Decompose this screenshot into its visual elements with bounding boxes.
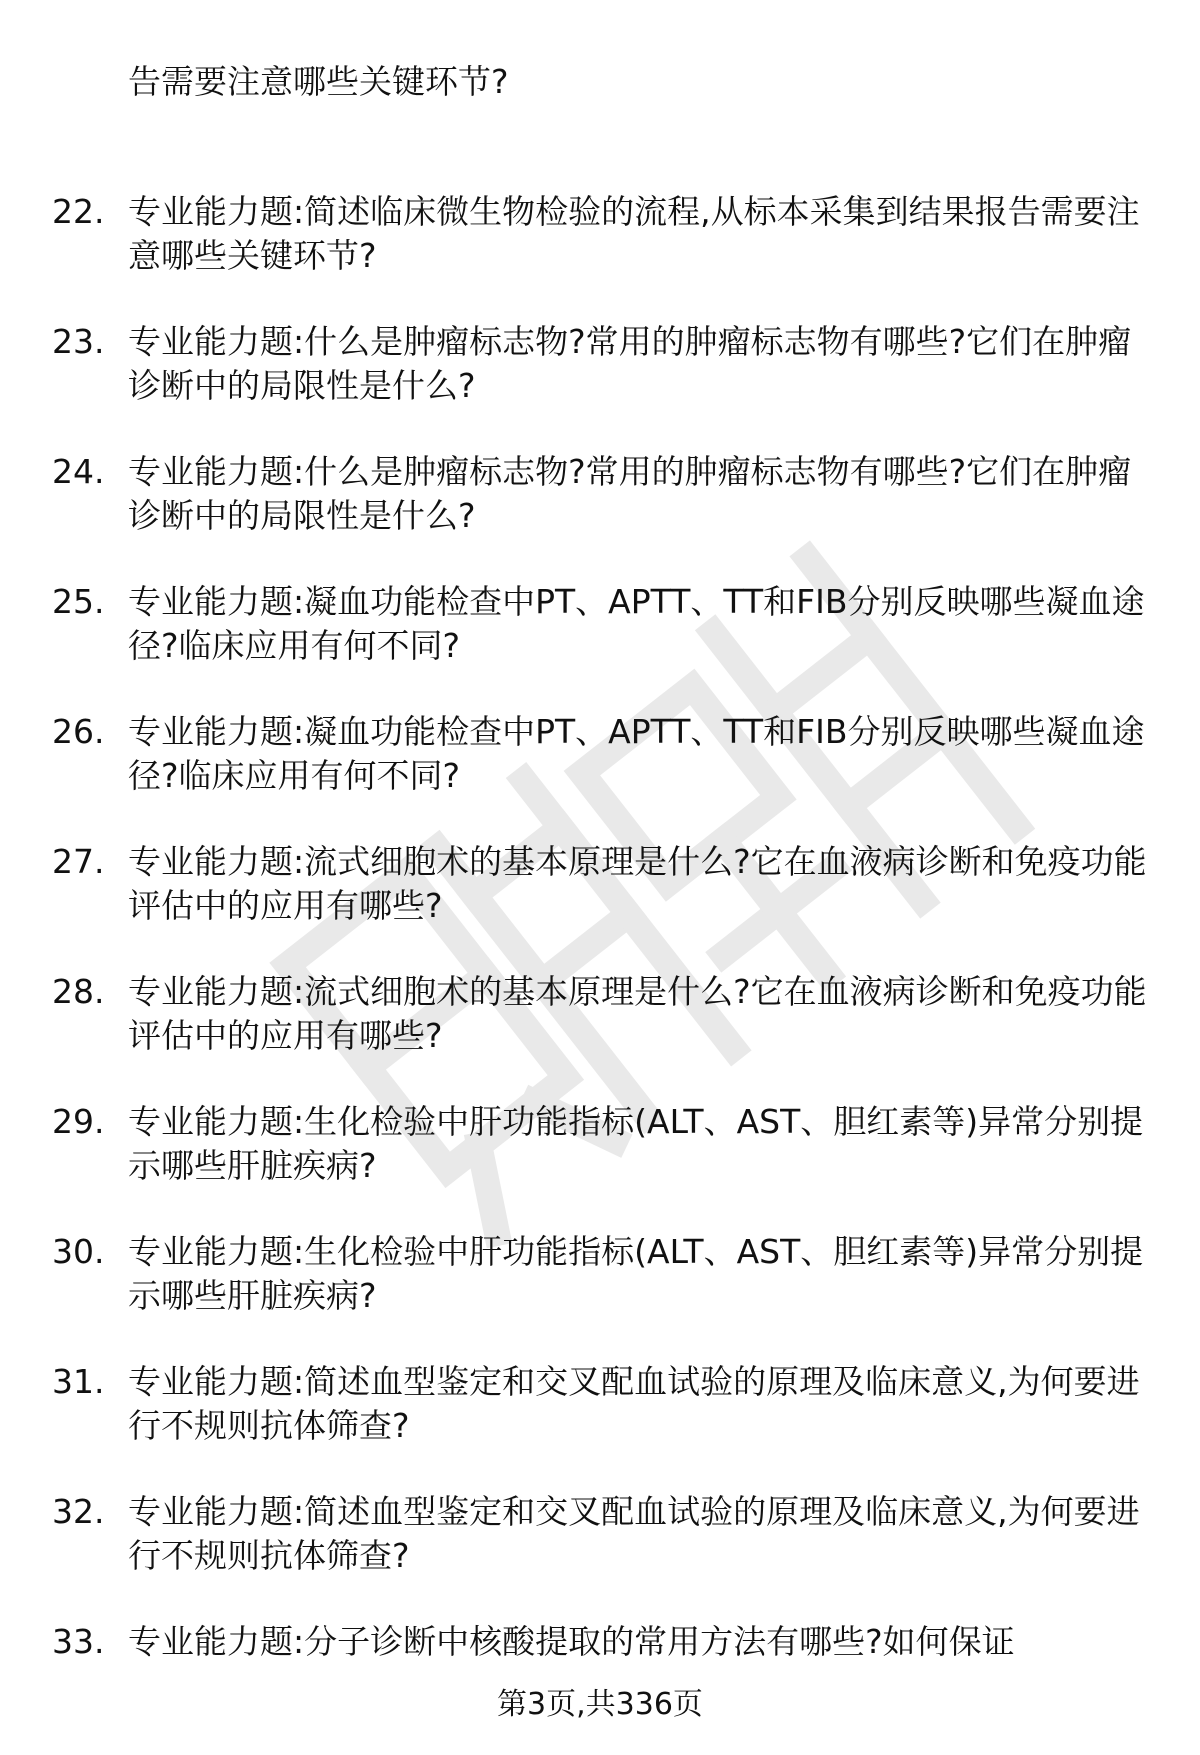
continuation-line: 告需要注意哪些关键环节?	[128, 62, 509, 101]
question-number: 25.	[52, 582, 105, 621]
question-text: 专业能力题:流式细胞术的基本原理是什么?它在血液病诊断和免疫功能评估中的应用有哪些?	[128, 842, 1147, 925]
question-text: 专业能力题:简述血型鉴定和交叉配血试验的原理及临床意义,为何要进行不规则抗体筛查?	[128, 1492, 1140, 1575]
question-item	[0, 710, 1200, 840]
question-number: 24.	[52, 452, 105, 491]
question-item	[0, 970, 1200, 1100]
question-item	[0, 1360, 1200, 1490]
question-item	[0, 190, 1200, 320]
question-number: 30.	[52, 1232, 105, 1271]
question-text: 专业能力题:凝血功能检查中PT、APTT、TT和FIB分别反映哪些凝血途径?临床应用有何不同?	[128, 712, 1145, 795]
question-text: 专业能力题:什么是肿瘤标志物?常用的肿瘤标志物有哪些?它们在肿瘤诊断中的局限性是什么?	[128, 322, 1132, 405]
question-item	[0, 580, 1200, 710]
question-text: 专业能力题:分子诊断中核酸提取的常用方法有哪些?如何保证	[128, 1622, 1015, 1661]
question-text: 专业能力题:生化检验中肝功能指标(ALT、AST、胆红素等)异常分别提示哪些肝脏疾病?	[128, 1232, 1144, 1315]
question-text: 专业能力题:简述血型鉴定和交叉配血试验的原理及临床意义,为何要进行不规则抗体筛查?	[128, 1362, 1140, 1445]
question-text: 专业能力题:什么是肿瘤标志物?常用的肿瘤标志物有哪些?它们在肿瘤诊断中的局限性是什么?	[128, 452, 1132, 535]
question-item	[0, 450, 1200, 580]
question-text: 专业能力题:流式细胞术的基本原理是什么?它在血液病诊断和免疫功能评估中的应用有哪些?	[128, 972, 1147, 1055]
question-number: 33.	[52, 1622, 105, 1661]
question-text: 专业能力题:简述临床微生物检验的流程,从标本采集到结果报告需要注意哪些关键环节?	[128, 192, 1140, 275]
question-number: 22.	[52, 192, 105, 231]
question-item	[0, 1230, 1200, 1360]
question-text: 专业能力题:凝血功能检查中PT、APTT、TT和FIB分别反映哪些凝血途径?临床应用有何不同?	[128, 582, 1145, 665]
question-list	[0, 60, 1200, 1750]
question-number: 28.	[52, 972, 105, 1011]
question-item	[0, 1100, 1200, 1230]
question-number: 23.	[52, 322, 105, 361]
question-item	[0, 320, 1200, 450]
question-item	[0, 1490, 1200, 1620]
question-text: 专业能力题:生化检验中肝功能指标(ALT、AST、胆红素等)异常分别提示哪些肝脏疾病?	[128, 1102, 1144, 1185]
page-footer: 第3页,共336页	[497, 1687, 703, 1722]
question-number: 29.	[52, 1102, 105, 1141]
question-number: 27.	[52, 842, 105, 881]
question-number: 26.	[52, 712, 105, 751]
question-item	[0, 840, 1200, 970]
question-number: 32.	[52, 1492, 105, 1531]
question-number: 31.	[52, 1362, 105, 1401]
